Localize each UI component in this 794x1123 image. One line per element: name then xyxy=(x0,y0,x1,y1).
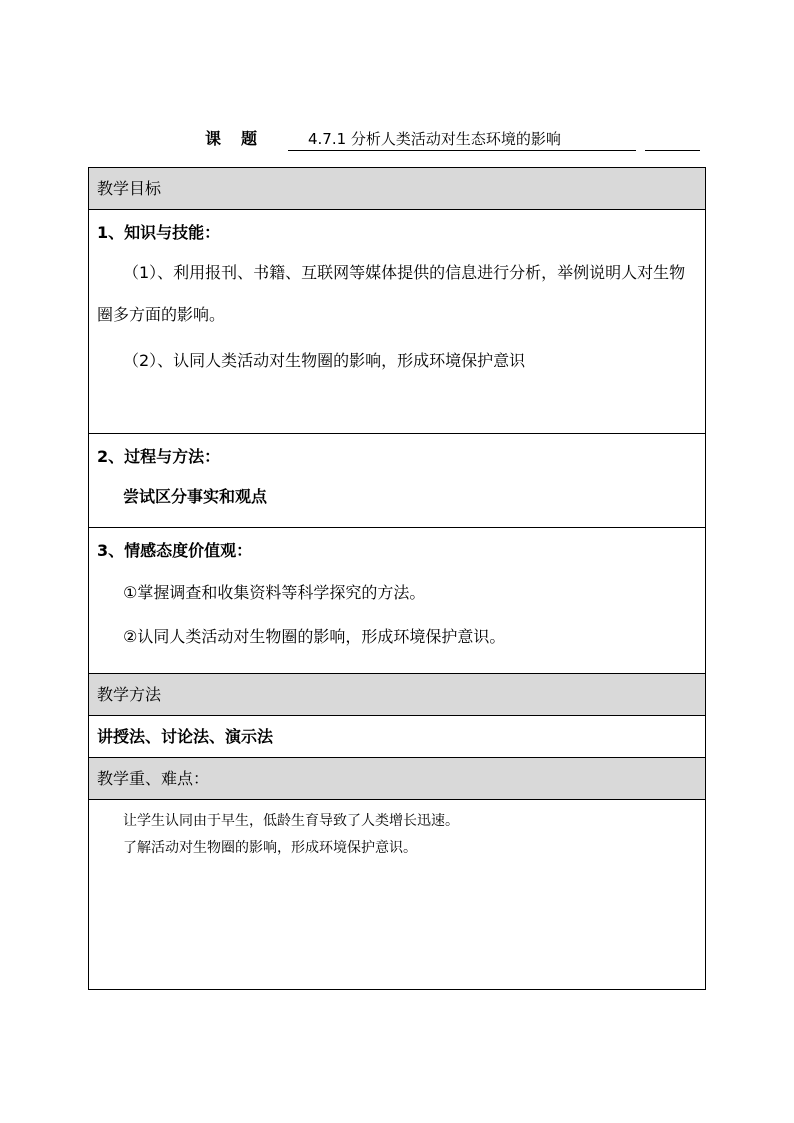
knowledge-skills-title: 1、知识与技能： xyxy=(97,223,221,242)
lesson-title: 4.7.1 分析人类活动对生态环境的影响 xyxy=(288,128,636,151)
lesson-title-line xyxy=(0,128,794,152)
emotion-values-title: 3、情感态度价值观： xyxy=(97,541,253,560)
methods-value: 讲授法、讨论法、演示法 xyxy=(89,716,705,758)
title-blank-underline xyxy=(645,128,700,151)
key-points-heading: 教学重、难点： xyxy=(89,758,705,800)
emotion-item-1: ①掌握调查和收集资料等科学探究的方法。 xyxy=(123,583,426,602)
emotion-item-2: ②认同人类活动对生物圈的影响，形成环境保护意识。 xyxy=(123,627,506,646)
methods-heading: 教学方法 xyxy=(89,674,705,716)
process-item-1: 尝试区分事实和观点 xyxy=(123,487,268,506)
knowledge-skills-cell xyxy=(89,210,705,434)
knowledge-item-1: （1）、利用报刊、书籍、互联网等媒体提供的信息进行分析，举例说明人对生物圈多方面的影响。 xyxy=(97,263,686,324)
key-point-line-1: 让学生认同由于早生，低龄生育导致了人类增长迅速。 xyxy=(123,813,459,829)
key-points-cell xyxy=(89,800,705,989)
process-methods-cell xyxy=(89,434,705,528)
objectives-heading: 教学目标 xyxy=(89,168,705,210)
emotion-values-cell xyxy=(89,528,705,674)
key-point-line-2: 了解活动对生物圈的影响，形成环境保护意识。 xyxy=(123,840,417,856)
lesson-title-label: 课题 xyxy=(205,129,278,148)
knowledge-item-2: （2）、认同人类活动对生物圈的影响，形成环境保护意识 xyxy=(123,351,526,370)
process-methods-title: 2、过程与方法： xyxy=(97,447,221,466)
lesson-plan-table xyxy=(88,167,706,990)
